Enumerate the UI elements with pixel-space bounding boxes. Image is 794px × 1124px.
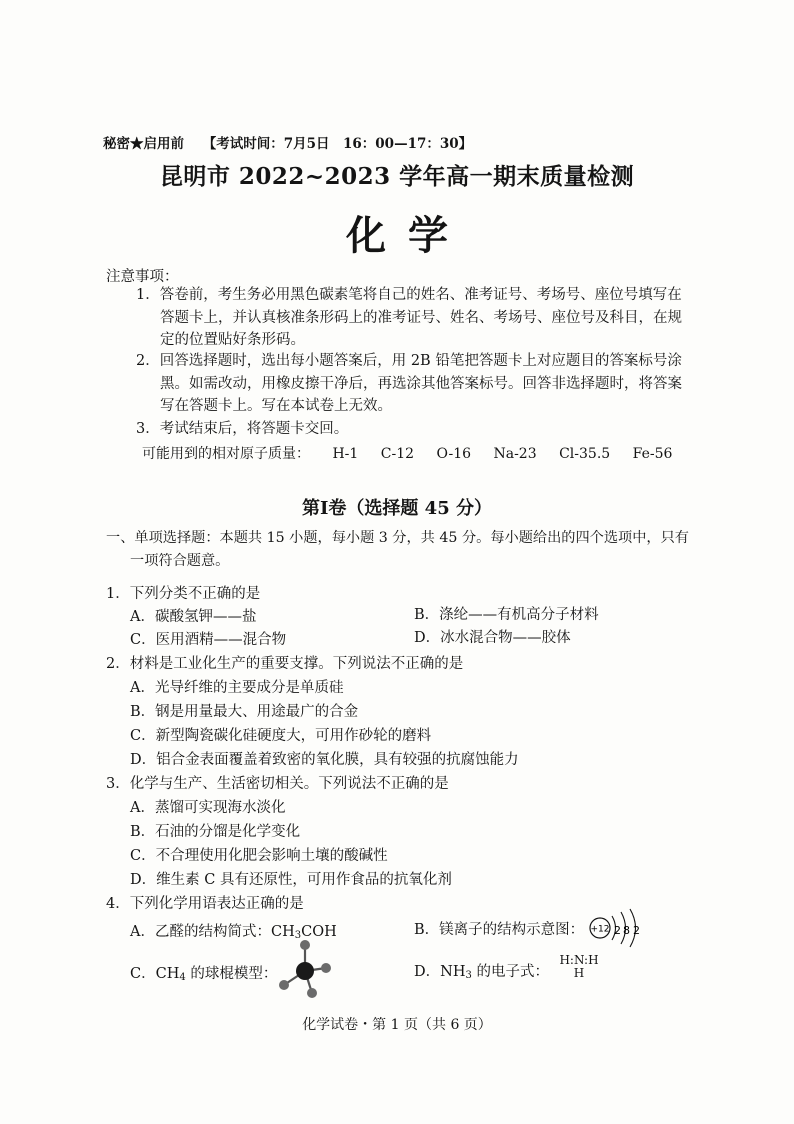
- formula-subscript: 3: [465, 970, 472, 981]
- section-intro-line: 一项符合题意。: [130, 552, 230, 569]
- electron-formula-top: H:N:H: [559, 953, 599, 967]
- atomic-mass: Fe-56: [632, 446, 673, 462]
- notice-line: 3．考试结束后，将答题卡交回。: [136, 421, 349, 437]
- option-c-text: 的球棍模型：: [185, 966, 278, 982]
- notice-line: 答题卡上，并认真核准条形码上的准考证号、姓名、考场号、座位号及科目，在规: [160, 309, 682, 326]
- notice-item-3: [136, 418, 348, 441]
- option-d-text: 的电子式：: [471, 964, 549, 980]
- atomic-masses-line: [142, 443, 672, 463]
- subject-title: 化学: [346, 212, 470, 259]
- question-1-option-c: C．医用酒精——混合物: [130, 632, 287, 648]
- atomic-mass: O-16: [436, 446, 472, 462]
- question-3-stem: 3．化学与生产、生活密切相关。下列说法不正确的是: [106, 776, 449, 792]
- page-footer: 化学试卷・第 1 页（共 6 页）: [302, 1017, 492, 1033]
- methane-ball-stick-model: [272, 938, 338, 1000]
- hydrogen-atom: [321, 963, 331, 973]
- atomic-mass: Cl-35.5: [559, 446, 611, 462]
- question-1-option-a: A．碳酸氢钾——盐: [130, 609, 257, 625]
- section-intro-line: 一、单项选择题：本题共 15 小题，每小题 3 分，共 45 分。每小题给出的四个选项中，只有: [106, 530, 689, 546]
- formula-part: CH: [270, 924, 295, 940]
- magnesium-ion-diagram: [588, 906, 678, 950]
- notice-heading: 注意事项：: [106, 269, 179, 285]
- part-title: 第Ⅰ卷（选择题 45 分）: [301, 498, 492, 519]
- question-1-option-b: B．涤纶——有机高分子材料: [414, 607, 599, 623]
- exam-title: 昆明市 2022~2023 学年高一期末质量检测: [159, 163, 635, 190]
- question-4-option-c: [130, 962, 277, 983]
- question-1-stem: 1．下列分类不正确的是: [106, 586, 261, 602]
- hydrogen-atom: [279, 980, 289, 990]
- notice-line: 黑。如需改动，用橡皮擦干净后，再选涂其他答案标号。回答非选择题时，将答案: [160, 375, 682, 392]
- notice-line: 定的位置贴好条形码。: [160, 332, 305, 348]
- question-4-option-b: B．镁离子的结构示意图：: [414, 922, 585, 938]
- section-intro: [106, 527, 689, 572]
- notice-line: 1．答卷前，考生务必用黑色碳素笔将自己的姓名、准考证号、考场号、座位号填写在: [136, 287, 682, 303]
- notice-item-2: [136, 350, 682, 418]
- question-2-option-b: B．钢是用量最大、用途最广的合金: [130, 704, 359, 720]
- atomic-mass: Na-23: [493, 446, 537, 462]
- question-2-option-d: D．铝合金表面覆盖着致密的氧化膜，具有较强的抗腐蚀能力: [130, 752, 519, 768]
- notice-line: 2．回答选择题时，选出每小题答案后，用 2B 铅笔把答题卡上对应题目的答案标号涂: [136, 353, 682, 369]
- formula-subscript: 4: [179, 972, 186, 983]
- hydrogen-atom: [307, 988, 317, 998]
- question-3-option-b: B．石油的分馏是化学变化: [130, 824, 301, 840]
- shell-electron-count: 8: [623, 924, 630, 937]
- question-2-option-a: A．光导纤维的主要成分是单质硅: [130, 680, 344, 696]
- shell-electron-count: 2: [614, 924, 621, 937]
- question-1-option-d: D．冰水混合物——胶体: [414, 630, 571, 646]
- atomic-label: 可能用到的相对原子质量：: [142, 446, 310, 462]
- question-2-stem: 2．材料是工业化生产的重要支撑。下列说法不正确的是: [106, 656, 464, 672]
- hydrogen-atom: [300, 940, 310, 950]
- shell-electron-count: 2: [633, 924, 640, 937]
- carbon-atom: [296, 962, 314, 980]
- confidential-label: 秘密★启用前: [103, 136, 184, 152]
- option-c-text: C．CH: [130, 966, 180, 982]
- nucleus-charge: +12: [590, 924, 610, 935]
- question-4-option-d: [414, 960, 549, 981]
- option-a-text: A．乙醛的结构简式：: [130, 924, 271, 940]
- atomic-mass: C-12: [380, 446, 415, 462]
- question-4-stem: 4．下列化学用语表达正确的是: [106, 896, 304, 912]
- option-d-text: D．NH: [414, 964, 466, 980]
- confidential-line: [103, 132, 486, 152]
- ammonia-electron-formula: [556, 954, 602, 980]
- question-3-option-c: C．不合理使用化肥会影响土壤的酸碱性: [130, 848, 388, 864]
- notice-line: 写在答题卡上。写在本试卷上无效。: [160, 398, 392, 414]
- question-3-option-a: A．蒸馏可实现海水淡化: [130, 800, 286, 816]
- notice-item-1: [136, 284, 682, 352]
- exam-time: 【考试时间：7月5日 16：00—17：30】: [202, 136, 473, 152]
- electron-formula-bottom: H: [573, 966, 585, 980]
- question-2-option-c: C．新型陶瓷碳化硅硬度大，可用作砂轮的磨料: [130, 728, 432, 744]
- formula-part: COH: [301, 924, 337, 940]
- atomic-mass: H-1: [332, 446, 359, 462]
- question-3-option-d: D．维生素 C 具有还原性，可用作食品的抗氧化剂: [130, 872, 452, 888]
- formula-subscript: 3: [294, 930, 302, 941]
